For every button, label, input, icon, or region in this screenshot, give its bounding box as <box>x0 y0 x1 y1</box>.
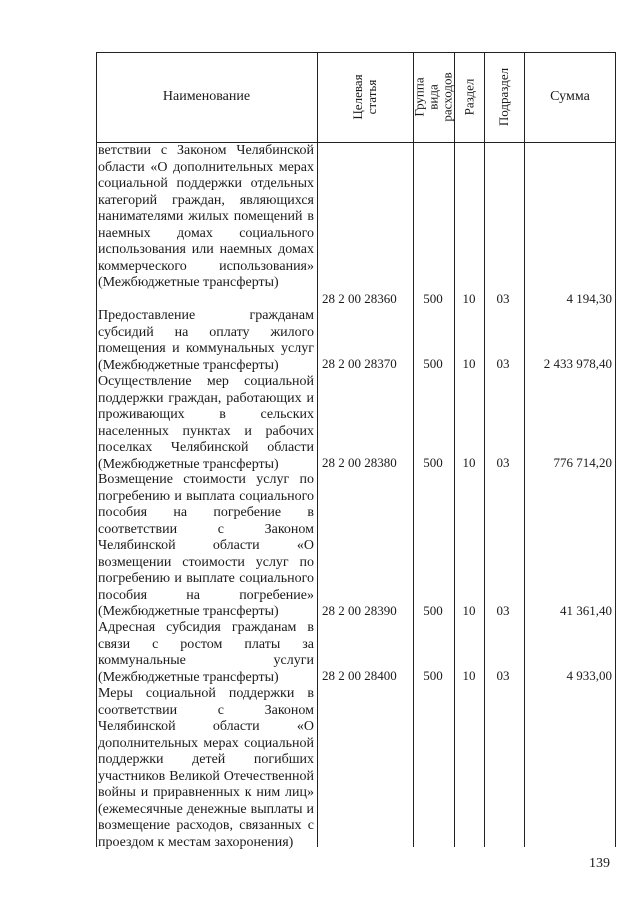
row-subsection: 03 <box>496 603 510 618</box>
row-section: 10 <box>462 455 476 470</box>
budget-table <box>96 52 616 850</box>
row-name: Адресная субсидия гражданам в связи с ростом платы за коммунальные услуги (Межбюджетные трансферты) <box>98 620 314 685</box>
header-amount: Сумма <box>550 89 590 104</box>
row-section: 10 <box>462 668 476 683</box>
row-name: Предоставление гражданам субсидий на оплату жилого помещения и коммунальных услуг (Межбюджетные трансферты) <box>98 308 314 373</box>
row-subsection: 03 <box>496 356 510 371</box>
column-divider <box>454 52 455 847</box>
row-expense-group: 500 <box>423 668 443 683</box>
row-subsection: 03 <box>496 291 510 306</box>
row-expense-group: 500 <box>423 291 443 306</box>
row-subsection: 03 <box>496 668 510 683</box>
row-amount: 41 361,40 <box>560 603 612 618</box>
row-expense-group: 500 <box>423 603 443 618</box>
row-expense-group: 500 <box>423 455 443 470</box>
row-expense-group: 500 <box>423 356 443 371</box>
row-amount: 2 433 978,40 <box>543 356 612 371</box>
row-amount: 776 714,20 <box>553 455 612 470</box>
column-divider <box>317 52 318 847</box>
header-expense-group: Группа вида расходов <box>411 72 455 122</box>
row-name: ветствии с Законом Челябинской области «О дополнительных мерах социальной поддержки отдельных категорий граждан, являющихся нанимателями жилых помещений в наемных домах социального использования или наемных домах коммерческого использования» (Межбюджетные трансферты) <box>98 143 314 290</box>
column-divider <box>524 52 525 847</box>
page-number: 139 <box>589 856 610 871</box>
row-section: 10 <box>462 603 476 618</box>
row-target-article: 28 2 00 28380 <box>322 455 397 470</box>
table-border-left <box>96 52 97 847</box>
header-target-article: Целевая статья <box>350 74 379 120</box>
row-name: Меры социальной поддержки в соответствии с Законом Челябинской области «О дополнительных мерах социальной поддержки детей погибших участников Великой Отечественной войны и приравненных к ним лиц» (ежемесячные денежные выплаты и возмещение расходов, связанных с проездом к местам захоронения) <box>98 686 314 850</box>
header-section: Раздел <box>461 78 476 116</box>
row-section: 10 <box>462 291 476 306</box>
row-name: Возмещение стоимости услуг по погребению и выплата социального пособия на погребение в соответствии с Законом Челябинской области «О возмещении стоимости услуг по погребению и выплате социального пособия на погребение» (Межбюджетные трансферты) <box>98 472 314 619</box>
column-divider <box>413 52 414 847</box>
header-name: Наименование <box>162 89 251 104</box>
row-target-article: 28 2 00 28360 <box>322 291 397 306</box>
row-target-article: 28 2 00 28370 <box>322 356 397 371</box>
row-amount: 4 933,00 <box>566 668 612 683</box>
row-section: 10 <box>462 356 476 371</box>
row-target-article: 28 2 00 28390 <box>322 603 397 618</box>
row-amount: 4 194,30 <box>566 291 612 306</box>
row-name: Осуществление мер социальной поддержки граждан, работающих и проживающих в сельских населенных пунктах и рабочих поселках Челябинской области (Межбюджетные трансферты) <box>98 374 314 472</box>
row-subsection: 03 <box>496 455 510 470</box>
column-divider <box>484 52 485 847</box>
header-subsection: Подраздел <box>496 67 512 127</box>
table-border-right <box>615 52 616 847</box>
row-target-article: 28 2 00 28400 <box>322 668 397 683</box>
